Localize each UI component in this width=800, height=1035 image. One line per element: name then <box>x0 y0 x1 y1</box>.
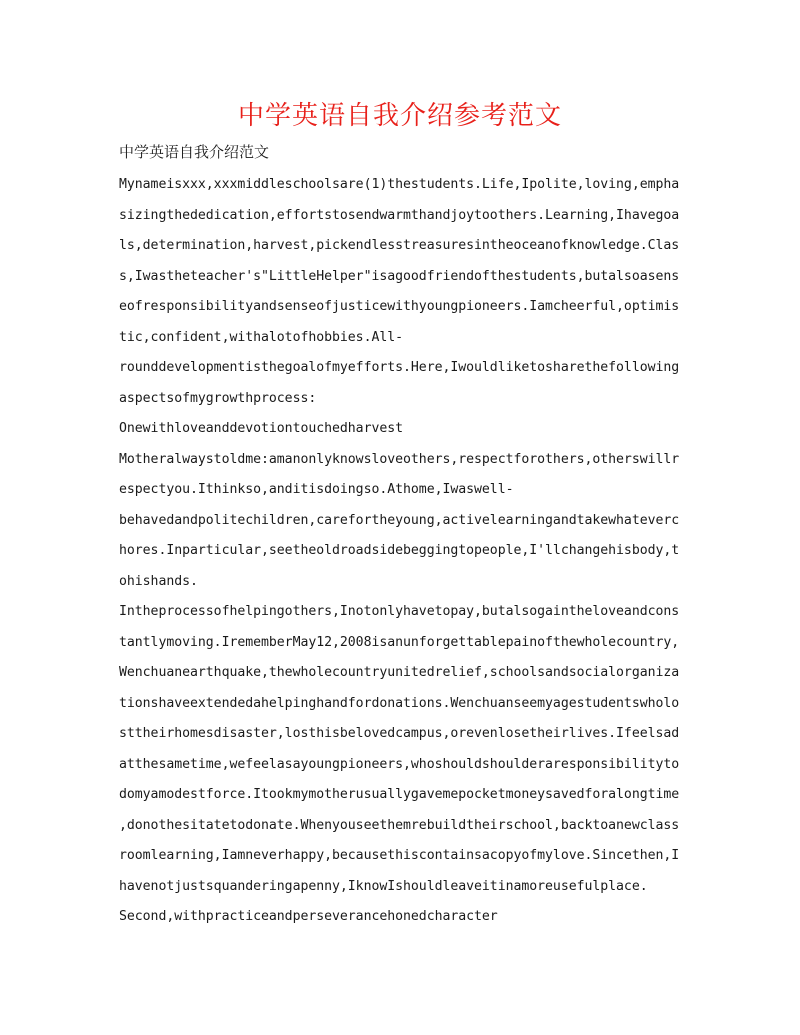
text-line: s,Iwastheteacher's"LittleHelper"isagoodfriendofthestudents,butalsoasens <box>119 268 679 284</box>
text-line: Mynameisxxx,xxxmiddleschoolsare(1)thestudents.Life,Ipolite,loving,empha <box>119 177 679 192</box>
text-line: ,donothesitatetodonate.Whenyouseethemrebuildtheirschool,backtoanewclass <box>119 817 679 833</box>
text-line: Second,withpracticeandperseverancehonedcharacter <box>119 909 498 924</box>
document-title: 中学英语自我介绍参考范文 <box>237 101 562 131</box>
text-line: Motheralwaystoldme:amanonlyknowsloveothers,respectforothers,otherswillr <box>119 451 679 467</box>
text-line: tionshaveextendedahelpinghandfordonations.Wenchuanseemyagestudentswholo <box>119 695 679 711</box>
text-line: behavedandpolitechildren,carefortheyoung,activelearningandtakewhateverc <box>119 512 679 528</box>
text-line: hores.Inparticular,seetheoldroadsidebeggingtopeople,I'llchangehisbody,t <box>119 543 679 558</box>
text-line: eofresponsibilityandsenseofjusticewithyoungpioneers.Iamcheerful,optimis <box>119 299 679 314</box>
text-line: espectyou.Ithinkso,anditisdoingso.Athome,Iwaswell- <box>119 482 514 497</box>
text-line: tic,confident,withalotofhobbies.All- <box>119 329 404 345</box>
text-line: Onewithloveanddevotiontouchedharvest <box>119 421 404 436</box>
document-subtitle: 中学英语自我介绍范文 <box>119 143 270 161</box>
text-line: aspectsofmygrowthprocess: <box>119 390 317 406</box>
text-line: domyamodestforce.Itookmymotherusuallygavemepocketmoneysavedforalongtime <box>119 787 679 802</box>
text-line: sizingthededication,effortstosendwarmthandjoytoothers.Learning,Ihavegoa <box>119 207 679 223</box>
text-line: rounddevelopmentisthegoalofmyefforts.Here,Iwouldliketosharethefollowing <box>119 360 679 375</box>
text-line: Intheprocessofhelpingothers,Inotonlyhavetopay,butalsogaintheloveandcons <box>119 604 679 619</box>
text-line: atthesametime,wefeelasayoungpioneers,whoshouldshoulderaresponsibilityto <box>119 756 679 772</box>
body-text <box>119 170 679 933</box>
text-line: ls,determination,harvest,pickendlesstreasuresintheoceanofknowledge.Clas <box>119 238 679 253</box>
text-line: roomlearning,Iamneverhappy,becausethiscontainsacopyofmylove.Sincethen,I <box>119 848 679 863</box>
text-line: tantlymoving.IrememberMay12,2008isanunforgettablepainofthewholecountry, <box>119 634 679 650</box>
text-line: sttheirhomesdisaster,losthisbelovedcampus,orevenlosetheirlives.Ifeelsad <box>119 726 679 741</box>
text-line: ohishands. <box>119 573 198 589</box>
text-line: havenotjustsquanderingapenny,IknowIshouldleaveitinamoreusefulplace. <box>119 878 648 894</box>
text-line: Wenchuanearthquake,thewholecountryunitedrelief,schoolsandsocialorganiza <box>119 665 679 680</box>
